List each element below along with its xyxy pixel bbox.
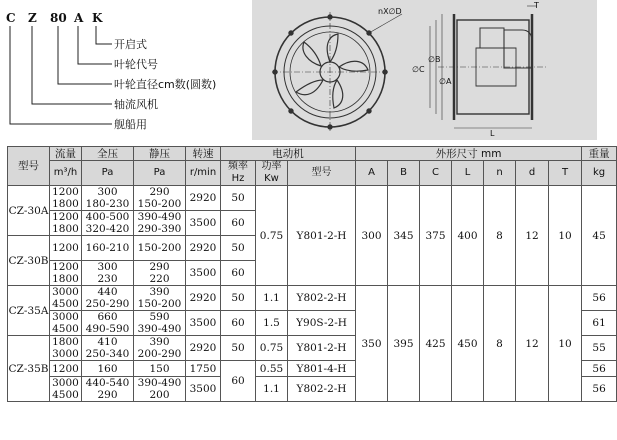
code-leader-z [32, 26, 112, 104]
spec-table-grid [7, 146, 617, 402]
cz30-r2-freq: 50 [221, 236, 256, 261]
cz30-r2-total: 160-210 [82, 236, 134, 261]
cz30-r3-speed: 3500 [186, 261, 221, 286]
header-dim-l: L [452, 161, 484, 186]
cz30b-model: CZ-30B [8, 236, 50, 286]
cz35-r4-weight: 56 [582, 377, 617, 402]
cz35-r3-motor: Y801-4-H [288, 361, 356, 377]
table-row [8, 186, 617, 211]
cz35-r0-motor: Y802-2-H [288, 286, 356, 311]
cz30-dim-l: 400 [452, 186, 484, 286]
cz30-dim-t: 10 [549, 186, 582, 286]
code-label-impeller-diameter: 叶轮直径cm数(圆数) [114, 78, 217, 91]
header-dim-c: C [420, 161, 452, 186]
cz30-weight: 45 [582, 186, 617, 286]
cz30-r3-flow: 1200 1800 [50, 261, 82, 286]
cz35-r0-freq: 50 [221, 286, 256, 311]
dim-phi-c-label: ∅C [412, 65, 425, 74]
header-motor-model: 型号 [288, 161, 356, 186]
model-code-legend-svg [0, 0, 250, 147]
cz35-r0-speed: 2920 [186, 286, 221, 311]
code-label-impeller-code: 叶轮代号 [114, 58, 158, 71]
dim-l-label: L [490, 129, 495, 138]
header-dim-n: n [484, 161, 516, 186]
code-letter-z: Z [28, 11, 37, 25]
header-total-pressure-unit: Pa [82, 161, 134, 186]
cz35-r1-static: 590 390-490 [134, 311, 186, 336]
cz35-r4-motor: Y802-2-H [288, 377, 356, 402]
cz35-r3-weight: 56 [582, 361, 617, 377]
header-freq-label: 频率 [228, 161, 248, 172]
holes-label: nX∅D [378, 7, 402, 16]
cz35-r3-power: 0.55 [256, 361, 288, 377]
cz30-r2-flow: 1200 [50, 236, 82, 261]
header-speed-unit: r/min [186, 161, 221, 186]
cz35-r0-static: 390 150-200 [134, 286, 186, 311]
code-number-80: 80 [50, 11, 67, 25]
header-power [256, 161, 288, 186]
cz35-r4-speed: 3500 [186, 377, 221, 402]
cz30-r0-total: 300 180-230 [82, 186, 134, 211]
cz35-dim-b: 395 [388, 286, 420, 402]
code-leader-c [10, 26, 112, 124]
fan-side-view [430, 6, 548, 128]
header-motor: 电动机 [221, 147, 356, 161]
cz35-r0-weight: 56 [582, 286, 617, 311]
header-flow-unit: m³/h [50, 161, 82, 186]
top-area [0, 0, 602, 147]
model-code-legend [0, 0, 250, 147]
header-static-pressure: 静压 [134, 147, 186, 161]
code-leader-80 [58, 26, 112, 84]
header-model: 型号 [8, 147, 50, 186]
cz30-dim-n: 8 [484, 186, 516, 286]
header-freq [221, 161, 256, 186]
cz35-r1-speed: 3500 [186, 311, 221, 336]
cz30-r3-total: 300 230 [82, 261, 134, 286]
cz35-r2-static: 390 200-290 [134, 336, 186, 361]
cz30-power: 0.75 [256, 186, 288, 286]
cz35-dim-a: 350 [356, 286, 388, 402]
fan-technical-drawing [252, 0, 597, 140]
cz35-r1-power: 1.5 [256, 311, 288, 336]
code-letter-a: A [74, 11, 84, 25]
cz35-r4-static: 390-490 200 [134, 377, 186, 402]
header-weight: 重量 [582, 147, 617, 161]
header-power-label: 功率 [261, 161, 282, 172]
header-dim-b: B [388, 161, 420, 186]
cz30-dim-c: 375 [420, 186, 452, 286]
cz35-r1-freq: 60 [221, 311, 256, 336]
code-label-marine-use: 舰船用 [114, 118, 147, 131]
cz35-r3-speed: 1750 [186, 361, 221, 377]
code-label-axial-fan: 轴流风机 [114, 98, 158, 111]
code-leader-k [96, 26, 112, 44]
cz30-r0-speed: 2920 [186, 186, 221, 211]
cz35-dim-l: 450 [452, 286, 484, 402]
cz35-dim-n: 8 [484, 286, 516, 402]
dim-phi-b-label: ∅B [428, 55, 441, 64]
cz35-r4-flow: 3000 4500 [50, 377, 82, 402]
cz35-r1-flow: 3000 4500 [50, 311, 82, 336]
cz35-dim-t: 10 [549, 286, 582, 402]
cz30-r2-static: 150-200 [134, 236, 186, 261]
cz35-r2-total: 410 250-340 [82, 336, 134, 361]
cz30-r1-speed: 3500 [186, 211, 221, 236]
code-leader-a [78, 26, 112, 64]
cz30-r0-flow: 1200 1800 [50, 186, 82, 211]
code-letter-k: K [92, 11, 103, 25]
cz30-r1-freq: 60 [221, 211, 256, 236]
cz35-r0-power: 1.1 [256, 286, 288, 311]
header-dim-a: A [356, 161, 388, 186]
cz35-dim-c: 425 [420, 286, 452, 402]
fan-front-view [272, 12, 402, 132]
cz35b-model: CZ-35B [8, 336, 50, 402]
cz30-r2-speed: 2920 [186, 236, 221, 261]
cz35-shared-freq: 60 [221, 361, 256, 402]
cz35-r1-weight: 61 [582, 311, 617, 336]
cz30-r0-freq: 50 [221, 186, 256, 211]
cz35-r2-flow: 1800 3000 [50, 336, 82, 361]
cz35-r1-total: 660 490-590 [82, 311, 134, 336]
cz30-r1-total: 400-500 320-420 [82, 211, 134, 236]
header-freq-unit: Hz [231, 173, 245, 184]
cz30-r1-flow: 1200 1800 [50, 211, 82, 236]
cz30-r0-static: 290 150-200 [134, 186, 186, 211]
header-dimensions: 外形尺寸 mm [356, 147, 582, 161]
cz35a-model: CZ-35A [8, 286, 50, 336]
code-letter-c: C [6, 11, 16, 25]
header-speed: 转速 [186, 147, 221, 161]
cz35-r2-speed: 2920 [186, 336, 221, 361]
header-static-pressure-unit: Pa [134, 161, 186, 186]
cz30-motor-model: Y801-2-H [288, 186, 356, 286]
code-label-open-type: 开启式 [114, 38, 147, 51]
cz35-r3-flow: 1200 [50, 361, 82, 377]
cz35-r2-power: 0.75 [256, 336, 288, 361]
cz35-r3-static: 150 [134, 361, 186, 377]
cz30-dim-d: 12 [516, 186, 549, 286]
cz35-r0-total: 440 250-290 [82, 286, 134, 311]
header-weight-unit: kg [582, 161, 617, 186]
cz35-r4-total: 440-540 290 [82, 377, 134, 402]
header-dim-d: d [516, 161, 549, 186]
dim-t-label: T [534, 1, 539, 10]
cz35-r2-weight: 55 [582, 336, 617, 361]
cz35-r2-freq: 50 [221, 336, 256, 361]
cz30-r3-freq: 60 [221, 261, 256, 286]
cz30-r1-static: 390-490 290-390 [134, 211, 186, 236]
spec-table [7, 146, 610, 402]
cz30a-model: CZ-30A [8, 186, 50, 236]
header-total-pressure: 全压 [82, 147, 134, 161]
cz35-r1-motor: Y90S-2-H [288, 311, 356, 336]
header-flow: 流量 [50, 147, 82, 161]
header-power-unit: Kw [264, 173, 279, 184]
cz30-dim-a: 300 [356, 186, 388, 286]
cz35-r4-power: 1.1 [256, 377, 288, 402]
table-row [8, 286, 617, 311]
cz35-r3-total: 160 [82, 361, 134, 377]
cz30-dim-b: 345 [388, 186, 420, 286]
fan-drawing-svg [252, 0, 597, 140]
cz30-r3-static: 290 220 [134, 261, 186, 286]
cz35-dim-d: 12 [516, 286, 549, 402]
header-dim-t: T [549, 161, 582, 186]
cz35-r2-motor: Y801-2-H [288, 336, 356, 361]
cz35-r0-flow: 3000 4500 [50, 286, 82, 311]
dim-phi-a-label: ∅A [439, 77, 452, 86]
